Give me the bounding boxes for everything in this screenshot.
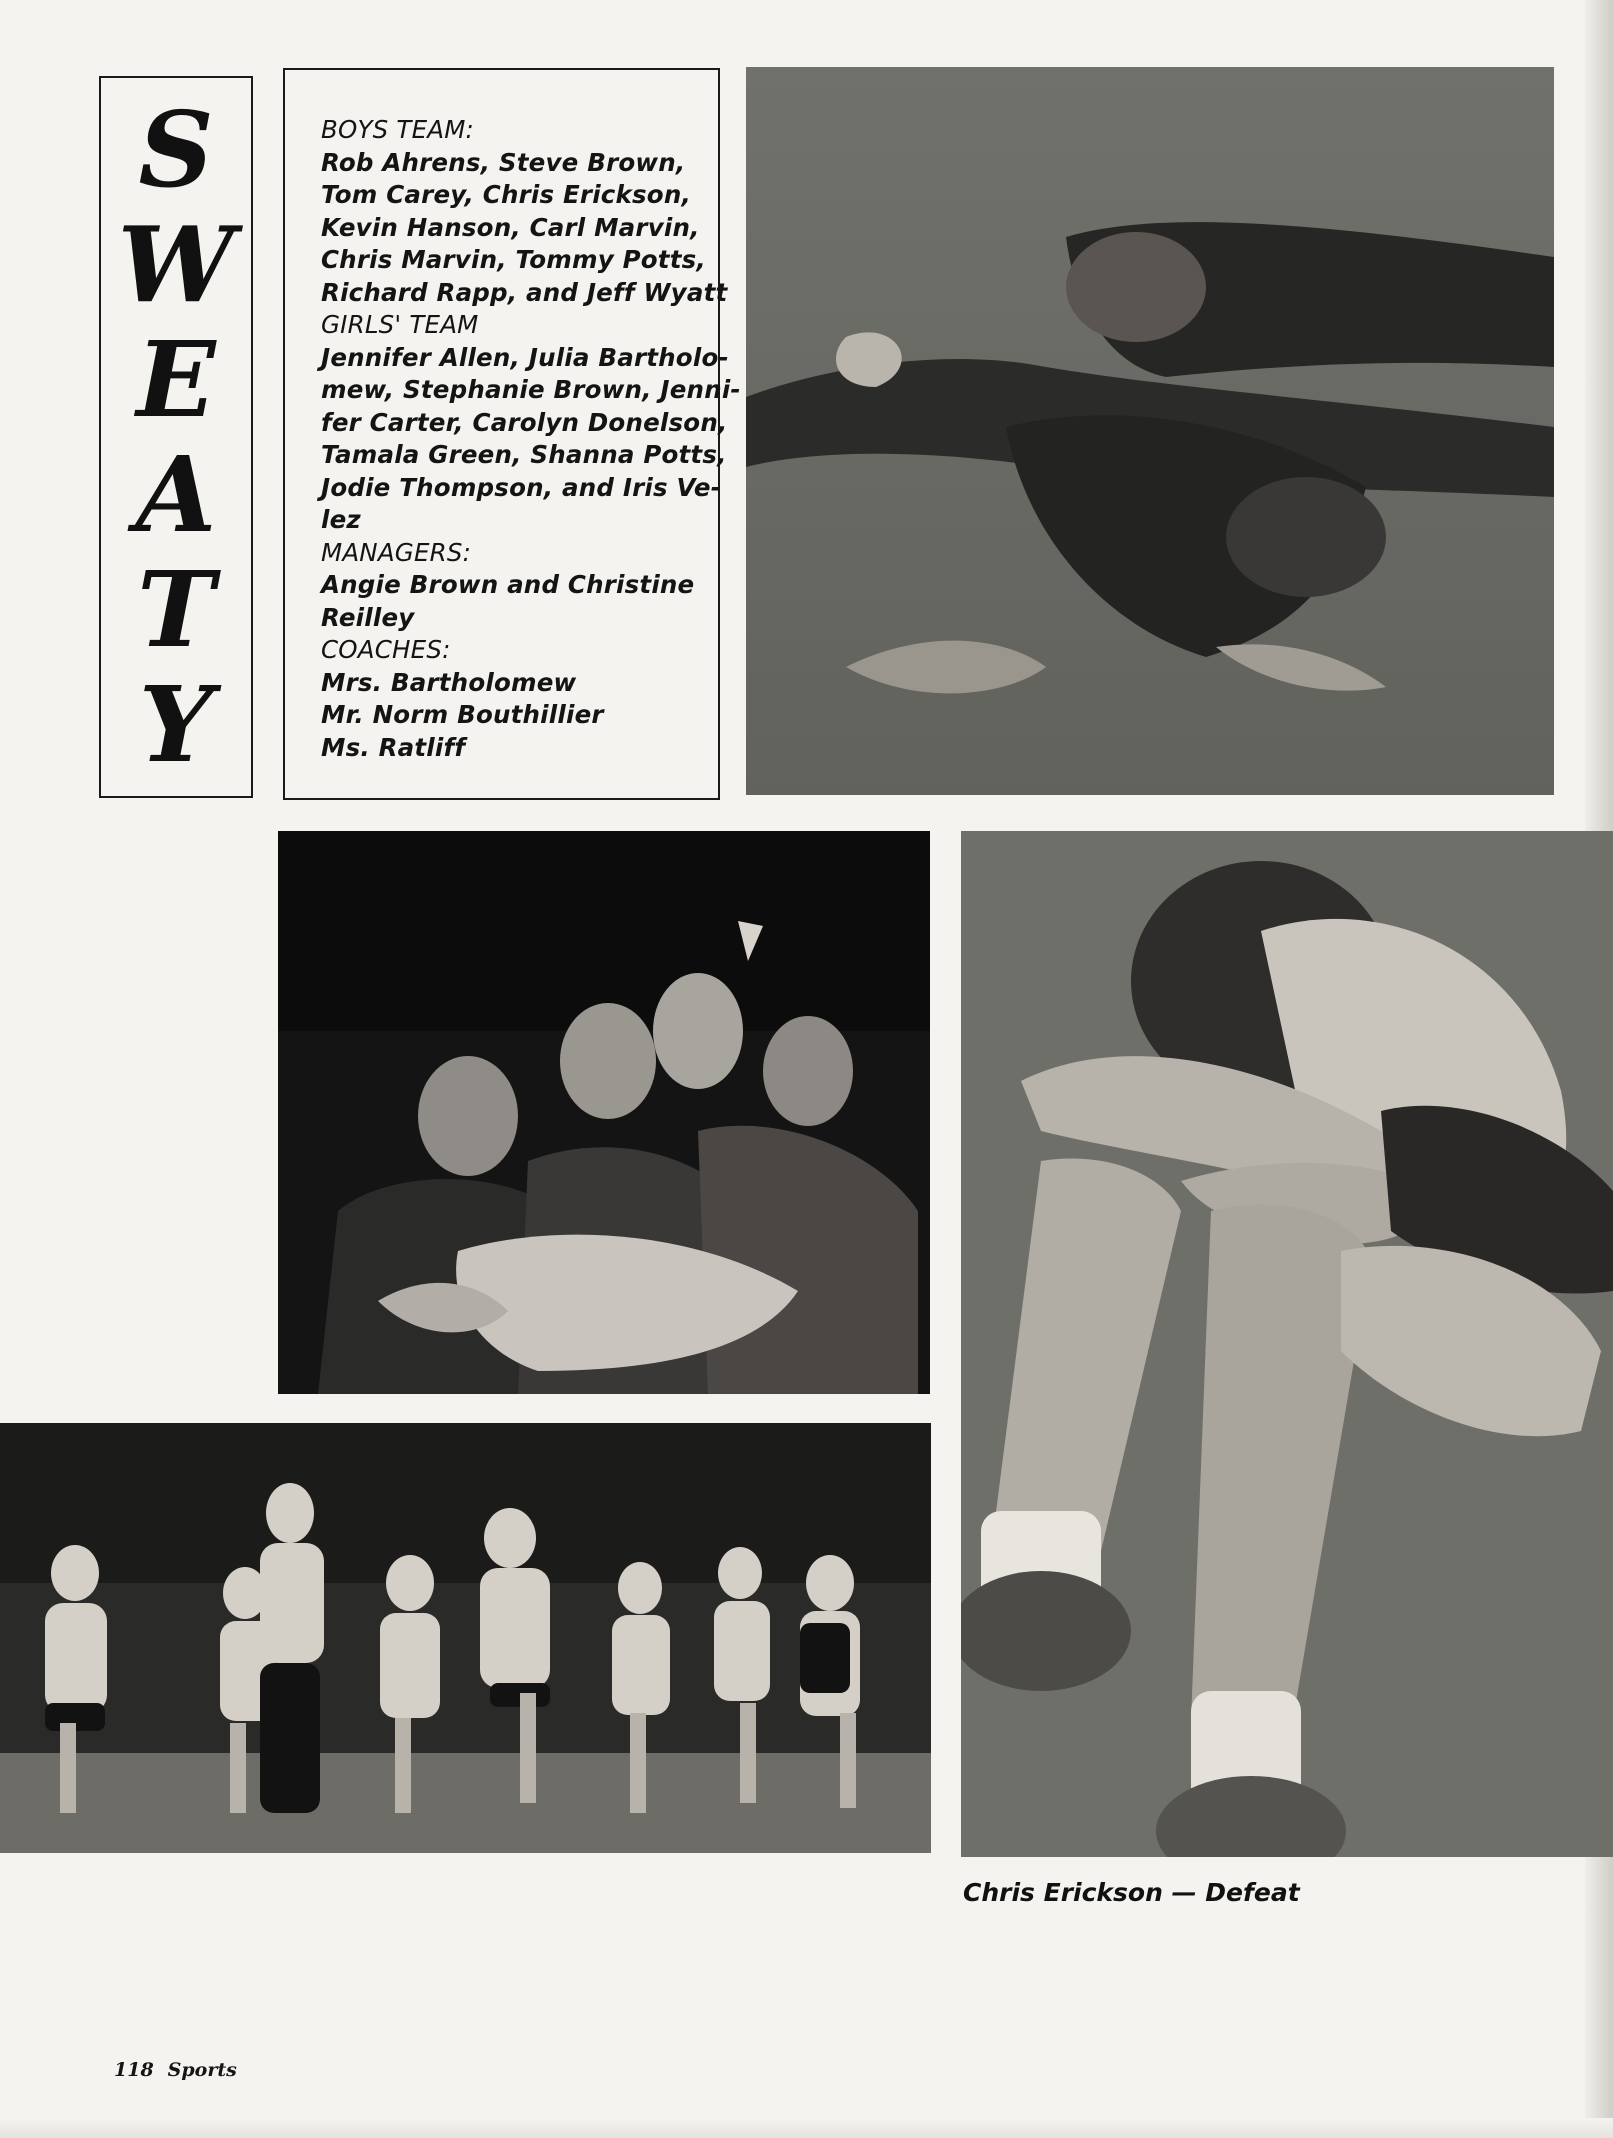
photo-team-celebration [278, 831, 930, 1394]
sweaty-title-box [99, 76, 253, 798]
page-number: 118 [114, 2059, 154, 2081]
roster-line: lez [321, 505, 361, 534]
roster-line: fer Carter, Carolyn Donelson, [321, 407, 728, 437]
roster-line: Mr. Norm Bouthillier [321, 700, 604, 729]
title-letter: W [117, 202, 235, 326]
girls-team-heading: GIRLS' TEAM [321, 310, 479, 339]
photo-runners-on-grass [746, 67, 1554, 795]
photo-caption: Chris Erickson — Defeat [963, 1878, 1300, 1907]
roster-line: Mrs. Bartholomew [321, 667, 577, 697]
page-bottom-edge [0, 2118, 1613, 2138]
roster-line: Jodie Thompson, and Iris Ve- [321, 472, 722, 502]
roster-line: Chris Marvin, Tommy Potts, [321, 245, 706, 274]
coaches-heading: COACHES: [321, 635, 451, 664]
boys-team-heading: BOYS TEAM: [321, 115, 474, 144]
roster-line: Rob Ahrens, Steve Brown, [321, 147, 686, 177]
title-letter: E [136, 317, 216, 441]
roster-line: Ms. Ratliff [321, 732, 466, 762]
title-letter: S [138, 87, 214, 211]
roster-line: Reilley [321, 602, 415, 632]
roster-line: Kevin Hanson, Carl Marvin, [321, 212, 700, 242]
roster-line: Tamala Green, Shanna Potts, [321, 440, 727, 469]
roster-line: mew, Stephanie Brown, Jenni- [321, 375, 741, 404]
roster-line: Richard Rapp, and Jeff Wyatt [321, 277, 728, 307]
roster-line: Tom Carey, Chris Erickson, [321, 180, 691, 209]
photo-chris-erickson-defeat [961, 831, 1613, 1857]
team-roster-box [283, 68, 741, 800]
title-letter: A [135, 432, 217, 556]
title-letter: T [137, 547, 215, 671]
page-folio [114, 2059, 251, 2081]
roster-line: Jennifer Allen, Julia Bartholo- [321, 342, 729, 372]
section-name: Sports [167, 2059, 237, 2081]
title-letter: Y [138, 662, 214, 786]
roster-line: Angie Brown and Christine [321, 570, 695, 599]
managers-heading: MANAGERS: [321, 537, 472, 567]
photo-girls-running [0, 1423, 931, 1853]
